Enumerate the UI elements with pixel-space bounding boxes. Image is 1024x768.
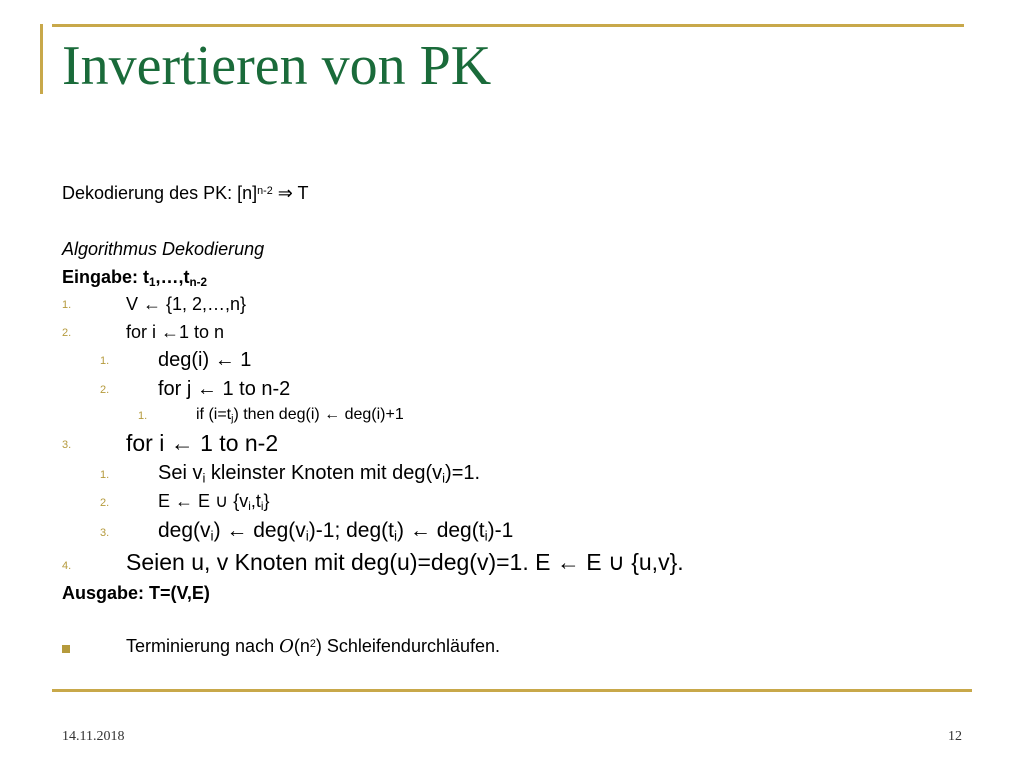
output-line: Ausgabe: T=(V,E) (62, 583, 210, 603)
step-number: 1. (138, 410, 148, 422)
step-4: Seien u, v Knoten mit deg(u)=deg(v)=1. E ← E ∪ {u,v}. (126, 549, 684, 575)
step-number: 2. (100, 497, 110, 509)
slide-title: Invertieren von PK (62, 35, 492, 97)
step-number: 1. (100, 469, 110, 481)
step-number: 3. (62, 439, 72, 451)
step-2-2-1: if $(i=t_j)$ then deg(i) ← deg(i)+1 (196, 406, 404, 425)
footer-date: 14.11.2018 (62, 729, 125, 744)
step-2-2: for j ← 1 to n-2 (158, 378, 291, 400)
step-number: 2. (62, 327, 72, 339)
step-number: 3. (100, 527, 110, 539)
page-number: 12 (948, 729, 962, 744)
algorithm-title: Algorithmus Dekodierung (62, 239, 265, 259)
bottom-rule (52, 689, 972, 692)
step-3: for i ← 1 to n-2 (126, 430, 279, 456)
step-number: 1. (62, 299, 72, 311)
step-number: 2. (100, 384, 110, 396)
bullet-icon (62, 645, 70, 653)
input-line: Eingabe: $t_1,\dots,t_{n-2}$ (62, 267, 208, 289)
termination-line: Terminierung nach $O(n^2)$ Schleifendurchläufen. (126, 636, 501, 657)
step-number: 4. (62, 560, 72, 572)
step-3-3: $deg(v_i)$ ← $deg(v_i)-1$; $deg(t_i)$ ← $deg(t_i)-1$ (158, 519, 514, 544)
top-rule (52, 24, 964, 27)
step-3-1: Sei $v_i$ kleinster Knoten mit $deg(v_i)=1$. (158, 462, 481, 486)
left-rule (40, 24, 43, 94)
step-3-2: E ← E ∪ $\{v_i,t_i\}$ (158, 491, 270, 513)
step-1: V ← {1, 2,…,n} (126, 294, 247, 314)
step-2: for i ←1 to n (126, 322, 225, 342)
step-2-1: deg(i) ← 1 (158, 349, 252, 371)
step-number: 1. (100, 355, 110, 367)
decode-line: Dekodierung des PK: $[n]^{n-2}$ ⇒ T (62, 183, 309, 203)
